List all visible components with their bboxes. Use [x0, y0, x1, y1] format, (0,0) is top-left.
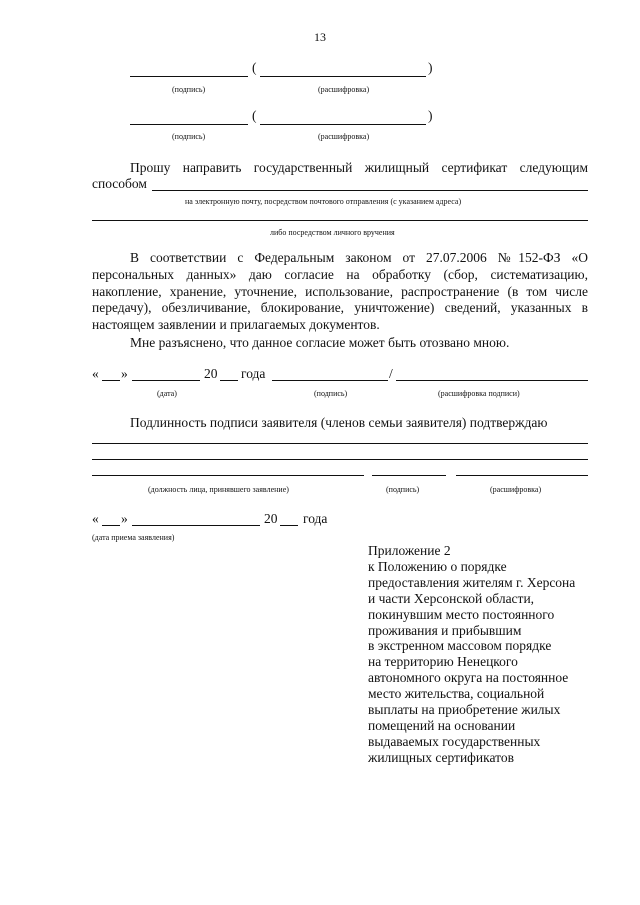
- signature-caption: (подпись): [386, 485, 420, 494]
- year-word: года: [303, 511, 328, 526]
- annex-line: выплаты на приобретение жилых: [368, 702, 561, 718]
- close-quote: »: [121, 511, 128, 526]
- annex-line: Приложение 2: [368, 543, 451, 558]
- annex-line: жилищных сертификатов: [368, 749, 514, 765]
- signature-line[interactable]: [372, 475, 446, 476]
- open-paren: (: [252, 108, 257, 123]
- day-line[interactable]: [102, 525, 120, 526]
- annex-block: [368, 543, 608, 766]
- annex-line: автономного округа на постоянное: [368, 670, 569, 686]
- signature-line[interactable]: [272, 380, 388, 381]
- date-caption: (дата): [157, 389, 177, 398]
- delivery-method-line-2[interactable]: [92, 220, 588, 221]
- decode-caption: (расшифровка подписи): [438, 389, 520, 398]
- delivery-request-text: Прошу направить государственный жилищный сертификат следующим: [130, 160, 588, 175]
- decode-line[interactable]: [396, 380, 588, 381]
- decode-line[interactable]: [456, 475, 588, 476]
- delivery-caption: на электронную почту, посредством почтового отправления (с указанием адреса): [185, 197, 462, 206]
- signature-caption: (подпись): [314, 389, 348, 398]
- decode-caption: (расшифровка): [318, 132, 370, 141]
- consent-revocable-text: Мне разъяснено, что данное согласие может быть отозвано мною.: [130, 335, 510, 350]
- year-line[interactable]: [280, 525, 298, 526]
- signature-caption: (подпись): [172, 132, 206, 141]
- decode-line[interactable]: [260, 124, 426, 125]
- annex-line: к Положению о порядке: [368, 558, 507, 574]
- confirmation-line[interactable]: [92, 459, 588, 460]
- month-line[interactable]: [132, 380, 200, 381]
- year-word: года: [241, 366, 266, 381]
- annex-line: в экстренном массовом порядке: [368, 638, 552, 654]
- annex-line: на территорию Ненецкого: [368, 654, 518, 670]
- slash: /: [389, 366, 393, 381]
- annex-line: покинувшим место постоянного: [368, 606, 555, 622]
- year-prefix: 20: [204, 366, 218, 381]
- delivery-method-label: способом: [92, 176, 147, 191]
- close-paren: ): [428, 108, 433, 123]
- day-line[interactable]: [102, 380, 120, 381]
- annex-line: выдаваемых государственных: [368, 733, 541, 749]
- decode-caption: (расшифровка): [490, 485, 542, 494]
- year-line[interactable]: [220, 380, 238, 381]
- page-number: 13: [314, 30, 326, 44]
- decode-line[interactable]: [260, 76, 426, 77]
- close-quote: »: [121, 366, 128, 381]
- consent-paragraph: В соответствии с Федеральным законом от 27.07.2006 №152-ФЗ «О персональных данных» даю согласие на обработку (сбор, систематизацию, накопление, хранение, уточнение, использование, распространение (в том числе передачу), обезличивание, блокирование, уничтожение) сведений, указанных в настоящем заявлении и прилагаемых документов.: [92, 250, 588, 333]
- receipt-date-caption: (дата приема заявления): [92, 533, 175, 542]
- year-prefix: 20: [264, 511, 278, 526]
- close-paren: ): [428, 60, 433, 75]
- signature-caption: (подпись): [172, 85, 206, 94]
- open-quote: «: [92, 511, 99, 526]
- signature-line[interactable]: [130, 76, 248, 77]
- month-line[interactable]: [132, 525, 260, 526]
- position-line[interactable]: [92, 475, 364, 476]
- open-paren: (: [252, 60, 257, 75]
- annex-line: предоставления жителям г. Херсона: [368, 574, 576, 590]
- confirmation-line[interactable]: [92, 443, 588, 444]
- annex-line: место жительства, социальной: [368, 686, 545, 702]
- signature-line[interactable]: [130, 124, 248, 125]
- position-caption: (должность лица, принявшего заявление): [148, 485, 289, 494]
- annex-line: проживания и прибывшим: [368, 622, 522, 638]
- delivery-caption-2: либо посредством личного вручения: [270, 228, 395, 237]
- confirmation-heading: Подлинность подписи заявителя (членов семьи заявителя) подтверждаю: [130, 415, 548, 430]
- annex-line: и части Херсонской области,: [368, 590, 535, 606]
- decode-caption: (расшифровка): [318, 85, 370, 94]
- delivery-method-line[interactable]: [152, 190, 588, 191]
- annex-line: помещений на основании: [368, 717, 516, 733]
- open-quote: «: [92, 366, 99, 381]
